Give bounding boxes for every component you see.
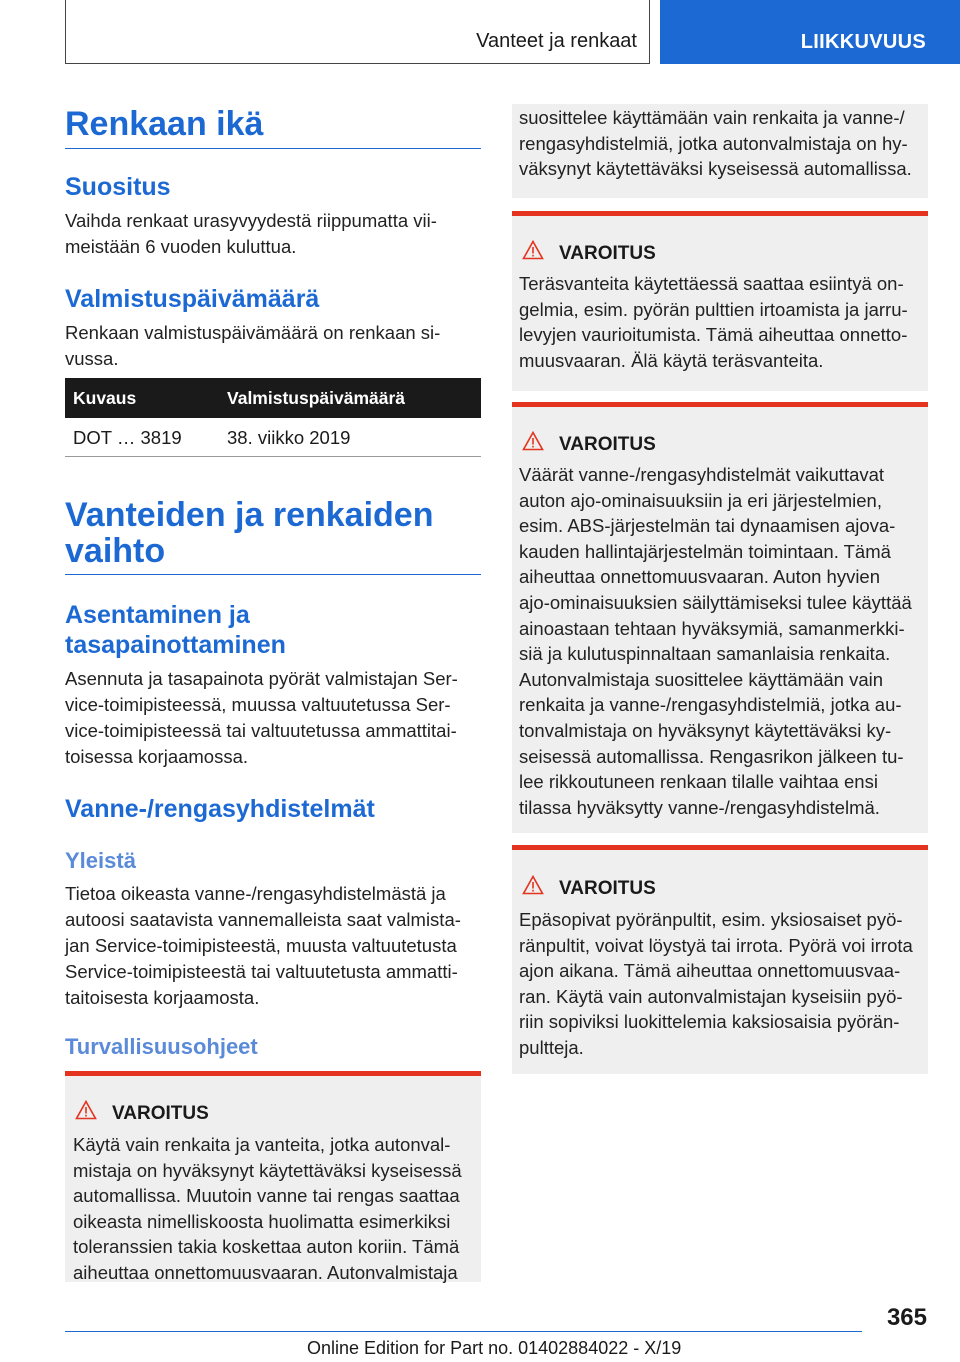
header-chapter-title: LIIKKUVUUS — [800, 31, 926, 53]
table-header-cell: Valmistuspäivämäärä — [227, 388, 406, 408]
title-renkaan-ika: Renkaan ikä — [65, 105, 264, 143]
warning-text: suosittelee käyttämään vain renkaita ja vanne-/ rengasyhdistelmiä, jotka autonvalmistaja on hy- väksynyt käytettäväksi kyseisessä automallissa. — [519, 107, 912, 180]
title-rule — [65, 574, 481, 575]
table-cell: DOT … 3819 — [73, 427, 182, 448]
heading-vanne-rengasyhdistelmat: Vanne-/rengasyhdistelmät — [65, 795, 375, 823]
footer-rule — [65, 1331, 862, 1332]
heading-asentaminen: Asentaminen ja tasapainottaminen — [65, 601, 286, 659]
paragraph-valmistuspaivamaara: Renkaan valmistuspäivämäärä on renkaan si- vussa. — [65, 322, 441, 369]
warning-text: Epäsopivat pyöränpultit, esim. yksiosaiset pyö- ränpultit, voivat löystyä tai irrota. Pyörä voi irrota ajon aikana. Tämä aiheuttaa onnettomuusvaa- ran. Käytä vain autonvalmistajan kyseisiin pyö- riin sopiviksi luokittelemia kaksiosaisia pyörän- pultteja. — [519, 909, 913, 1058]
table-header — [65, 378, 481, 418]
paragraph-suositus: Vaihda renkaat urasyvyydestä riippumatta vii- meistään 6 vuoden kuluttua. — [65, 210, 437, 257]
title-vanteiden-vaihto: Vanteiden ja renkaiden vaihto — [65, 496, 434, 570]
paragraph-yleista: Tietoa oikeasta vanne-/rengasyhdistelmästä ja autoosi saatavista vannemalleista saat valmista- jan Service-toimipisteestä, muusta valtuutetusta Service-toimipisteestä tai valtuutetusta ammatti- taitoisesta korjaamosta. — [65, 883, 461, 1008]
table-header-cell: Kuvaus — [73, 388, 137, 408]
warning-title: VAROITUS — [112, 1103, 209, 1124]
warning-triangle-icon — [522, 875, 544, 895]
header-chapter-tab[interactable] — [660, 0, 960, 64]
heading-valmistuspaivamaara: Valmistuspäivämäärä — [65, 285, 320, 313]
warning-box — [65, 1071, 481, 1282]
warning-text: Teräsvanteita käytettäessä saattaa esiintyä on- gelmia, esim. pyörän pulttien irtoamista ja jarru- levyjen vaurioitumista. Tämä aiheuttaa onnetto- muusvaaran. Älä käytä teräsvanteita. — [519, 273, 908, 371]
heading-turvallisuusohjeet: Turvallisuusohjeet — [65, 1034, 258, 1059]
warning-title: VAROITUS — [559, 434, 656, 455]
title-rule — [65, 148, 481, 149]
table-cell: 38. viikko 2019 — [227, 427, 351, 448]
warning-triangle-icon — [75, 1100, 97, 1120]
heading-suositus: Suositus — [65, 173, 171, 201]
warning-box — [512, 845, 928, 1074]
footer-edition-text: Online Edition for Part no. 01402884022 - X/19 — [307, 1338, 682, 1358]
warning-text: Väärät vanne-/rengasyhdistelmät vaikuttavat auton ajo-ominaisuuksiin ja eri järjestelmien, esim. ABS-järjestelmän tai dynaamisen ajova- kauden hallintajärjestelmän toimintaan. Tämä aiheuttaa onnettomuusvaaran. Auton hyvien ajo-ominaisuuksien säilyttämiseksi tulee käyttää ainoastaan tehtaan hyväksymiä, samanmerkki- siä ja kulutuspinnaltaan samanlaisia renkaita. Autonvalmistaja suosittelee käyttämään vain renkaita ja vanne-/rengasyhdistelmiä, jotka au- tonvalmistaja on hyväksynyt käytettäväksi ky- seisessä automallissa. Rengasrikon jälkeen tu- lee rikkoutuneen renkaan tilalle vaihtaa ensi tilassa hyväksytty vanne-/rengasyhdistelmä. — [519, 464, 912, 818]
header-section-box — [65, 0, 650, 64]
warning-title: VAROITUS — [559, 878, 656, 899]
paragraph-asentaminen: Asennuta ja tasapainota pyörät valmistajan Ser- vice-toimipisteessä, muussa valtuutetussa Ser- vice-toimipisteessä tai valtuutetussa ammattitai- toisessa korjaamossa. — [65, 668, 458, 767]
header-section-title: Vanteet ja renkaat — [476, 30, 637, 52]
warning-continuation — [512, 104, 928, 198]
warning-title: VAROITUS — [559, 243, 656, 264]
page-number: 365 — [886, 1304, 927, 1331]
warning-box — [512, 402, 928, 833]
warning-box — [512, 211, 928, 391]
heading-yleista: Yleistä — [65, 848, 136, 873]
table-row — [65, 418, 481, 457]
warning-text: Käytä vain renkaita ja vanteita, jotka autonval- mistaja on hyväksynyt käytettäväksi kyseisessä automallissa. Muutoin vanne tai rengas saattaa oikeasta nimelliskoosta huolimatta esimerkiksi toleranssien takia koskettaa auton koriin. Tämä aiheuttaa onnettomuusvaaran. Autonvalmistaja — [73, 1134, 462, 1283]
warning-triangle-icon — [522, 431, 544, 451]
warning-triangle-icon — [522, 240, 544, 260]
